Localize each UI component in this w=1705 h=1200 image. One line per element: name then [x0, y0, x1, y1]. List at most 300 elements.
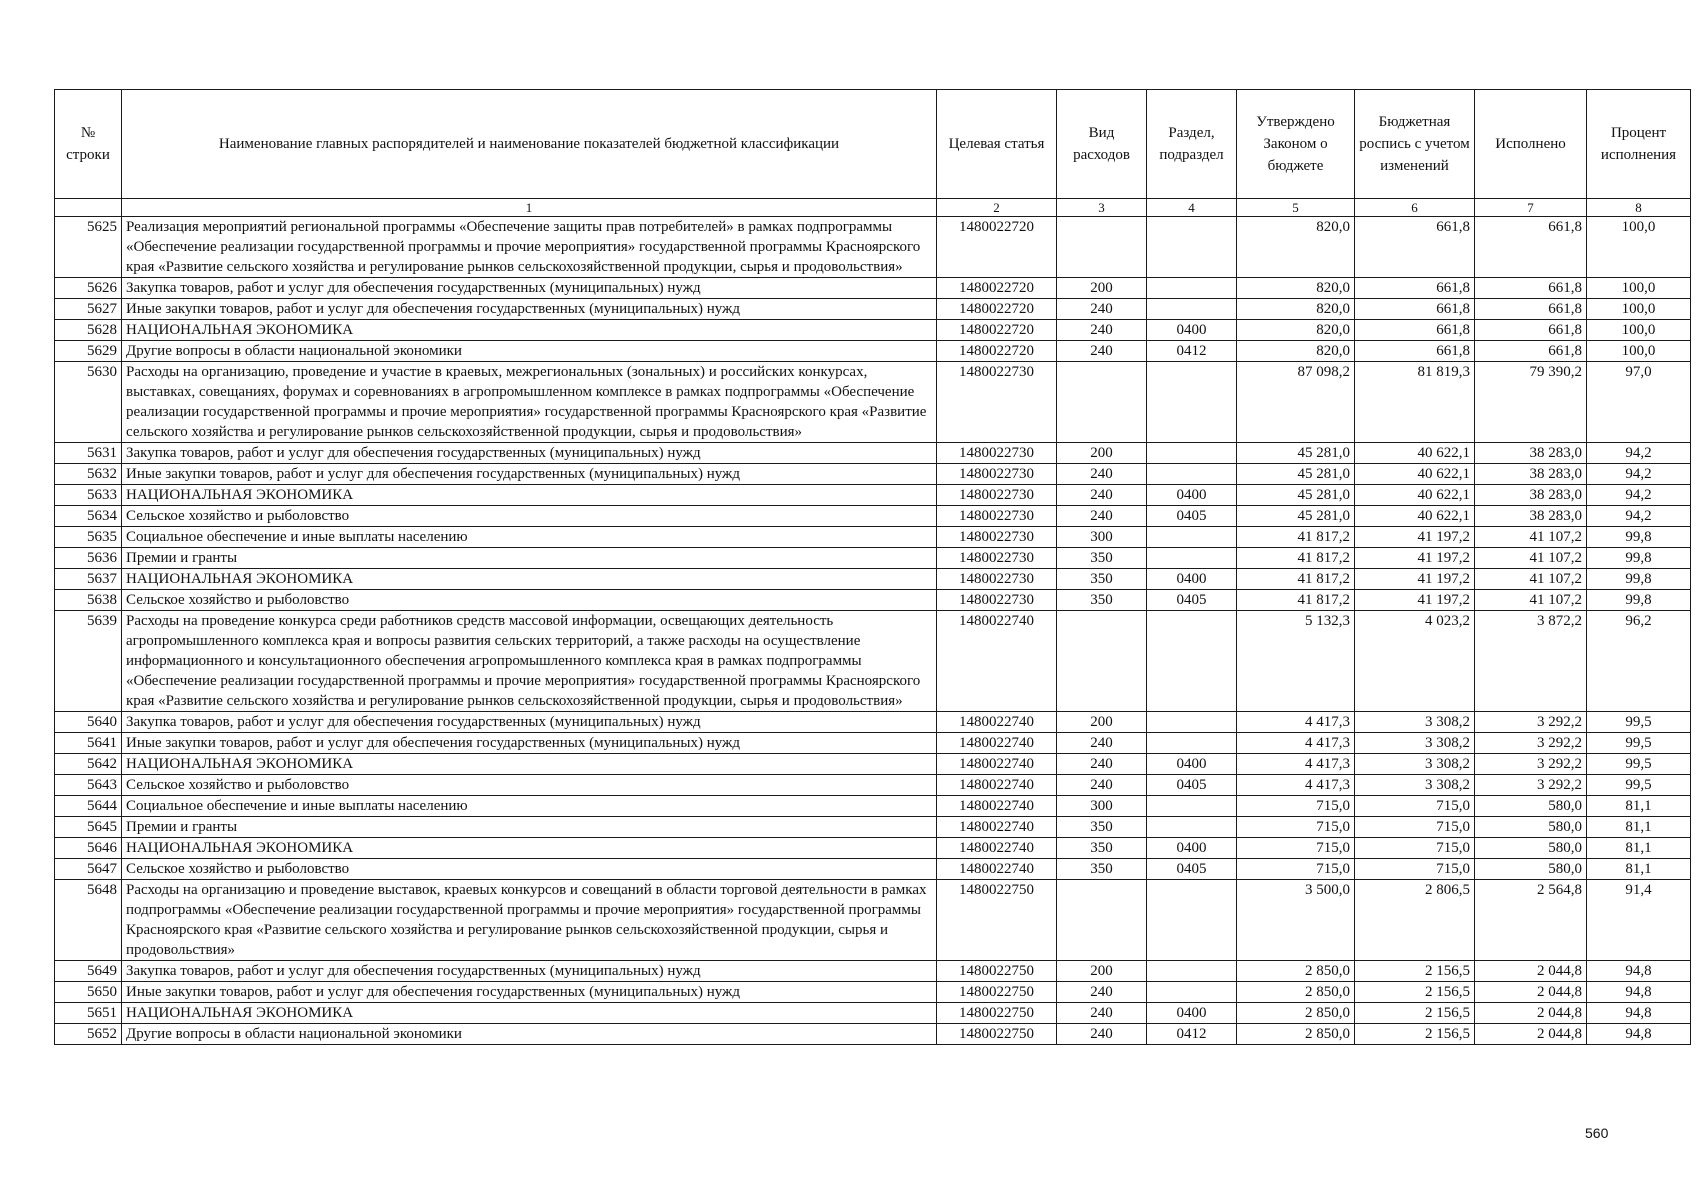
row-target-article: 1480022730	[937, 443, 1057, 464]
header-expense-type: Вид расходов	[1057, 90, 1147, 199]
row-budget-list: 41 197,2	[1355, 590, 1475, 611]
row-approved: 2 850,0	[1237, 982, 1355, 1003]
row-number: 5628	[55, 320, 122, 341]
row-target-article: 1480022720	[937, 217, 1057, 278]
row-number: 5646	[55, 838, 122, 859]
row-expense-type: 300	[1057, 527, 1147, 548]
row-number: 5630	[55, 362, 122, 443]
row-approved: 820,0	[1237, 341, 1355, 362]
row-target-article: 1480022750	[937, 982, 1057, 1003]
row-number: 5649	[55, 961, 122, 982]
row-approved: 41 817,2	[1237, 548, 1355, 569]
table-row	[55, 961, 1691, 982]
row-expense-type: 240	[1057, 506, 1147, 527]
row-number: 5641	[55, 733, 122, 754]
row-target-article: 1480022740	[937, 817, 1057, 838]
row-budget-list: 40 622,1	[1355, 506, 1475, 527]
row-number: 5634	[55, 506, 122, 527]
row-number: 5640	[55, 712, 122, 733]
row-budget-list: 2 156,5	[1355, 1003, 1475, 1024]
row-percent: 99,5	[1587, 754, 1691, 775]
row-executed: 38 283,0	[1475, 464, 1587, 485]
table-row	[55, 1003, 1691, 1024]
row-percent: 97,0	[1587, 362, 1691, 443]
row-budget-list: 2 156,5	[1355, 961, 1475, 982]
row-expense-type: 240	[1057, 464, 1147, 485]
row-percent: 96,2	[1587, 611, 1691, 712]
row-executed: 580,0	[1475, 817, 1587, 838]
column-number: 8	[1587, 199, 1691, 217]
row-executed: 661,8	[1475, 341, 1587, 362]
row-executed: 580,0	[1475, 838, 1587, 859]
row-percent: 81,1	[1587, 859, 1691, 880]
row-executed: 661,8	[1475, 299, 1587, 320]
row-budget-list: 661,8	[1355, 217, 1475, 278]
row-percent: 94,8	[1587, 1003, 1691, 1024]
row-executed: 3 872,2	[1475, 611, 1587, 712]
row-expense-type	[1057, 880, 1147, 961]
row-number: 5643	[55, 775, 122, 796]
row-executed: 38 283,0	[1475, 485, 1587, 506]
row-budget-list: 715,0	[1355, 796, 1475, 817]
row-approved: 715,0	[1237, 817, 1355, 838]
row-name: Иные закупки товаров, работ и услуг для обеспечения государственных (муниципальных) нужд	[122, 299, 937, 320]
row-budget-list: 2 156,5	[1355, 982, 1475, 1003]
column-number: 6	[1355, 199, 1475, 217]
row-approved: 4 417,3	[1237, 712, 1355, 733]
row-approved: 820,0	[1237, 278, 1355, 299]
row-percent: 99,8	[1587, 527, 1691, 548]
row-expense-type: 200	[1057, 961, 1147, 982]
row-executed: 3 292,2	[1475, 712, 1587, 733]
row-section	[1147, 278, 1237, 299]
row-number: 5645	[55, 817, 122, 838]
budget-execution-table	[54, 89, 1691, 1045]
row-expense-type: 350	[1057, 838, 1147, 859]
row-target-article: 1480022750	[937, 880, 1057, 961]
row-approved: 5 132,3	[1237, 611, 1355, 712]
row-name: Расходы на проведение конкурса среди работников средств массовой информации, освещающих деятельность агропромышленного комплекса края и вопросы развития сельских территорий, а также расходы на осуществление информационного и консультационного обеспечения агропромышленного комплекса края в рамках подпрограммы «Обеспечение реализации государственной программы и прочие мероприятия» государственной программы Красноярского края «Развитие сельского хозяйства и регулирование рынков сельскохозяйственной продукции, сырья и продовольствия»	[122, 611, 937, 712]
table-row	[55, 1024, 1691, 1045]
row-name: Сельское хозяйство и рыболовство	[122, 775, 937, 796]
row-name: Премии и гранты	[122, 817, 937, 838]
row-budget-list: 41 197,2	[1355, 569, 1475, 590]
table-row	[55, 982, 1691, 1003]
row-approved: 4 417,3	[1237, 754, 1355, 775]
row-percent: 99,8	[1587, 569, 1691, 590]
row-number: 5639	[55, 611, 122, 712]
row-number: 5650	[55, 982, 122, 1003]
row-expense-type: 240	[1057, 1003, 1147, 1024]
row-name: Закупка товаров, работ и услуг для обеспечения государственных (муниципальных) нужд	[122, 712, 937, 733]
row-budget-list: 40 622,1	[1355, 443, 1475, 464]
row-target-article: 1480022720	[937, 341, 1057, 362]
row-budget-list: 3 308,2	[1355, 754, 1475, 775]
row-percent: 94,8	[1587, 961, 1691, 982]
table-row	[55, 754, 1691, 775]
row-target-article: 1480022740	[937, 775, 1057, 796]
row-budget-list: 661,8	[1355, 341, 1475, 362]
table-row	[55, 838, 1691, 859]
row-number: 5633	[55, 485, 122, 506]
row-name: Реализация мероприятий региональной программы «Обеспечение защиты прав потребителей» в рамках подпрограммы «Обеспечение реализации государственной программы и прочие мероприятия» государственной программы Красноярского края «Развитие сельского хозяйства и регулирование рынков сельскохозяйственной продукции, сырья и продовольствия»	[122, 217, 937, 278]
table-row	[55, 569, 1691, 590]
row-section	[1147, 961, 1237, 982]
column-number-row	[55, 199, 1691, 217]
row-section	[1147, 464, 1237, 485]
row-expense-type: 240	[1057, 982, 1147, 1003]
row-section: 0400	[1147, 838, 1237, 859]
row-budget-list: 4 023,2	[1355, 611, 1475, 712]
row-name: Иные закупки товаров, работ и услуг для обеспечения государственных (муниципальных) нужд	[122, 464, 937, 485]
row-approved: 45 281,0	[1237, 506, 1355, 527]
row-section	[1147, 982, 1237, 1003]
row-name: НАЦИОНАЛЬНАЯ ЭКОНОМИКА	[122, 1003, 937, 1024]
row-section: 0405	[1147, 506, 1237, 527]
row-section: 0405	[1147, 775, 1237, 796]
row-name: Иные закупки товаров, работ и услуг для обеспечения государственных (муниципальных) нужд	[122, 733, 937, 754]
page-number: 560	[1585, 1125, 1609, 1141]
table-row	[55, 464, 1691, 485]
row-name: Закупка товаров, работ и услуг для обеспечения государственных (муниципальных) нужд	[122, 443, 937, 464]
row-section: 0412	[1147, 1024, 1237, 1045]
table-row	[55, 278, 1691, 299]
row-section	[1147, 712, 1237, 733]
table-row	[55, 299, 1691, 320]
row-section: 0400	[1147, 569, 1237, 590]
row-approved: 820,0	[1237, 320, 1355, 341]
row-budget-list: 3 308,2	[1355, 712, 1475, 733]
header-name: Наименование главных распорядителей и наименование показателей бюджетной классификации	[122, 90, 937, 199]
row-percent: 94,8	[1587, 982, 1691, 1003]
row-percent: 94,2	[1587, 485, 1691, 506]
row-target-article: 1480022730	[937, 464, 1057, 485]
row-number: 5642	[55, 754, 122, 775]
row-executed: 2 044,8	[1475, 982, 1587, 1003]
row-budget-list: 661,8	[1355, 278, 1475, 299]
row-section: 0405	[1147, 859, 1237, 880]
row-target-article: 1480022740	[937, 712, 1057, 733]
row-name: Сельское хозяйство и рыболовство	[122, 859, 937, 880]
row-section	[1147, 817, 1237, 838]
row-budget-list: 715,0	[1355, 817, 1475, 838]
row-number: 5648	[55, 880, 122, 961]
table-row	[55, 527, 1691, 548]
row-target-article: 1480022730	[937, 590, 1057, 611]
row-budget-list: 3 308,2	[1355, 775, 1475, 796]
row-target-article: 1480022720	[937, 320, 1057, 341]
row-section: 0400	[1147, 1003, 1237, 1024]
row-expense-type: 240	[1057, 733, 1147, 754]
row-percent: 100,0	[1587, 217, 1691, 278]
row-budget-list: 81 819,3	[1355, 362, 1475, 443]
row-budget-list: 715,0	[1355, 859, 1475, 880]
row-section	[1147, 217, 1237, 278]
row-executed: 661,8	[1475, 217, 1587, 278]
table-row	[55, 362, 1691, 443]
row-number: 5626	[55, 278, 122, 299]
row-section: 0400	[1147, 754, 1237, 775]
table-row	[55, 817, 1691, 838]
row-name: НАЦИОНАЛЬНАЯ ЭКОНОМИКА	[122, 838, 937, 859]
row-approved: 45 281,0	[1237, 464, 1355, 485]
row-executed: 580,0	[1475, 796, 1587, 817]
row-number: 5629	[55, 341, 122, 362]
row-percent: 100,0	[1587, 299, 1691, 320]
row-name: Сельское хозяйство и рыболовство	[122, 506, 937, 527]
row-percent: 94,2	[1587, 506, 1691, 527]
row-executed: 41 107,2	[1475, 527, 1587, 548]
row-target-article: 1480022730	[937, 569, 1057, 590]
row-number: 5637	[55, 569, 122, 590]
row-expense-type: 240	[1057, 299, 1147, 320]
row-target-article: 1480022740	[937, 859, 1057, 880]
row-target-article: 1480022750	[937, 1024, 1057, 1045]
row-executed: 41 107,2	[1475, 548, 1587, 569]
header-target: Целевая статья	[937, 90, 1057, 199]
row-executed: 661,8	[1475, 320, 1587, 341]
row-expense-type: 200	[1057, 712, 1147, 733]
column-number: 5	[1237, 199, 1355, 217]
row-executed: 2 044,8	[1475, 1003, 1587, 1024]
row-name: НАЦИОНАЛЬНАЯ ЭКОНОМИКА	[122, 754, 937, 775]
row-name: Другие вопросы в области национальной экономики	[122, 1024, 937, 1045]
column-number: 7	[1475, 199, 1587, 217]
row-expense-type: 240	[1057, 754, 1147, 775]
row-approved: 45 281,0	[1237, 485, 1355, 506]
row-target-article: 1480022730	[937, 527, 1057, 548]
row-target-article: 1480022730	[937, 485, 1057, 506]
row-expense-type: 240	[1057, 341, 1147, 362]
row-section	[1147, 611, 1237, 712]
row-name: НАЦИОНАЛЬНАЯ ЭКОНОМИКА	[122, 569, 937, 590]
row-section	[1147, 548, 1237, 569]
table-row	[55, 796, 1691, 817]
row-number: 5636	[55, 548, 122, 569]
row-target-article: 1480022730	[937, 506, 1057, 527]
row-budget-list: 3 308,2	[1355, 733, 1475, 754]
row-target-article: 1480022740	[937, 796, 1057, 817]
row-target-article: 1480022740	[937, 838, 1057, 859]
table-row	[55, 217, 1691, 278]
row-target-article: 1480022740	[937, 754, 1057, 775]
row-name: Другие вопросы в области национальной экономики	[122, 341, 937, 362]
row-executed: 38 283,0	[1475, 506, 1587, 527]
table-row	[55, 320, 1691, 341]
row-name: Социальное обеспечение и иные выплаты населению	[122, 796, 937, 817]
row-executed: 3 292,2	[1475, 733, 1587, 754]
row-percent: 81,1	[1587, 817, 1691, 838]
row-number: 5632	[55, 464, 122, 485]
row-percent: 94,2	[1587, 464, 1691, 485]
row-number: 5651	[55, 1003, 122, 1024]
row-section	[1147, 527, 1237, 548]
row-executed: 661,8	[1475, 278, 1587, 299]
row-budget-list: 41 197,2	[1355, 527, 1475, 548]
row-target-article: 1480022740	[937, 733, 1057, 754]
header-row-no: № строки	[55, 90, 122, 199]
row-budget-list: 40 622,1	[1355, 464, 1475, 485]
row-approved: 41 817,2	[1237, 569, 1355, 590]
row-expense-type: 350	[1057, 548, 1147, 569]
row-name: Расходы на организацию и проведение выставок, краевых конкурсов и совещаний в области торговой деятельности в рамках подпрограммы «Обеспечение реализации государственной программы и прочие мероприятия» государственной программы Красноярского края «Развитие сельского хозяйства и регулирование рынков сельскохозяйственной продукции, сырья и продовольствия»	[122, 880, 937, 961]
row-percent: 100,0	[1587, 341, 1691, 362]
row-approved: 41 817,2	[1237, 590, 1355, 611]
table-row	[55, 485, 1691, 506]
column-number: 1	[122, 199, 937, 217]
row-percent: 91,4	[1587, 880, 1691, 961]
row-expense-type: 200	[1057, 278, 1147, 299]
row-expense-type	[1057, 217, 1147, 278]
column-number: 4	[1147, 199, 1237, 217]
row-expense-type	[1057, 362, 1147, 443]
row-number: 5652	[55, 1024, 122, 1045]
row-section: 0405	[1147, 590, 1237, 611]
row-approved: 4 417,3	[1237, 775, 1355, 796]
row-name: НАЦИОНАЛЬНАЯ ЭКОНОМИКА	[122, 485, 937, 506]
row-expense-type: 350	[1057, 817, 1147, 838]
table-body	[55, 217, 1691, 1045]
row-executed: 580,0	[1475, 859, 1587, 880]
row-approved: 2 850,0	[1237, 961, 1355, 982]
row-percent: 99,8	[1587, 548, 1691, 569]
row-number: 5638	[55, 590, 122, 611]
row-percent: 100,0	[1587, 278, 1691, 299]
row-percent: 94,2	[1587, 443, 1691, 464]
table-row	[55, 443, 1691, 464]
column-number: 3	[1057, 199, 1147, 217]
row-name: Закупка товаров, работ и услуг для обеспечения государственных (муниципальных) нужд	[122, 278, 937, 299]
row-budget-list: 2 806,5	[1355, 880, 1475, 961]
row-budget-list: 2 156,5	[1355, 1024, 1475, 1045]
row-budget-list: 661,8	[1355, 299, 1475, 320]
row-name: Расходы на организацию, проведение и участие в краевых, межрегиональных (зональных) и российских конкурсах, выставках, совещаниях, форумах и соревнованиях в агропромышленном комплексе в рамках подпрограммы «Обеспечение реализации государственной программы и прочие мероприятия» государственной программы Красноярского края «Развитие сельского хозяйства и регулирование рынков сельскохозяйственной продукции, сырья и продовольствия»	[122, 362, 937, 443]
row-approved: 3 500,0	[1237, 880, 1355, 961]
row-executed: 79 390,2	[1475, 362, 1587, 443]
row-budget-list: 40 622,1	[1355, 485, 1475, 506]
row-section: 0400	[1147, 485, 1237, 506]
row-target-article: 1480022730	[937, 548, 1057, 569]
row-approved: 4 417,3	[1237, 733, 1355, 754]
row-target-article: 1480022720	[937, 299, 1057, 320]
row-expense-type: 240	[1057, 320, 1147, 341]
table-row	[55, 712, 1691, 733]
row-target-article: 1480022730	[937, 362, 1057, 443]
row-expense-type: 240	[1057, 775, 1147, 796]
row-section	[1147, 796, 1237, 817]
row-approved: 820,0	[1237, 299, 1355, 320]
row-number: 5625	[55, 217, 122, 278]
row-expense-type: 240	[1057, 1024, 1147, 1045]
row-expense-type: 300	[1057, 796, 1147, 817]
row-expense-type: 240	[1057, 485, 1147, 506]
row-name: Сельское хозяйство и рыболовство	[122, 590, 937, 611]
row-approved: 2 850,0	[1237, 1024, 1355, 1045]
row-number: 5627	[55, 299, 122, 320]
row-executed: 3 292,2	[1475, 754, 1587, 775]
row-expense-type	[1057, 611, 1147, 712]
row-name: НАЦИОНАЛЬНАЯ ЭКОНОМИКА	[122, 320, 937, 341]
row-approved: 820,0	[1237, 217, 1355, 278]
row-approved: 715,0	[1237, 796, 1355, 817]
row-name: Премии и гранты	[122, 548, 937, 569]
row-approved: 715,0	[1237, 838, 1355, 859]
header-executed: Исполнено	[1475, 90, 1587, 199]
row-section	[1147, 733, 1237, 754]
row-executed: 41 107,2	[1475, 569, 1587, 590]
row-percent: 99,5	[1587, 775, 1691, 796]
row-approved: 45 281,0	[1237, 443, 1355, 464]
table-row	[55, 341, 1691, 362]
row-percent: 99,8	[1587, 590, 1691, 611]
row-number: 5635	[55, 527, 122, 548]
row-section: 0412	[1147, 341, 1237, 362]
table-row	[55, 880, 1691, 961]
table-header-row	[55, 90, 1691, 199]
row-target-article: 1480022750	[937, 961, 1057, 982]
row-budget-list: 715,0	[1355, 838, 1475, 859]
row-approved: 715,0	[1237, 859, 1355, 880]
header-approved: Утверждено Законом о бюджете	[1237, 90, 1355, 199]
table-row	[55, 548, 1691, 569]
row-executed: 3 292,2	[1475, 775, 1587, 796]
row-name: Социальное обеспечение и иные выплаты населению	[122, 527, 937, 548]
row-target-article: 1480022740	[937, 611, 1057, 712]
row-section	[1147, 299, 1237, 320]
row-percent: 100,0	[1587, 320, 1691, 341]
row-name: Закупка товаров, работ и услуг для обеспечения государственных (муниципальных) нужд	[122, 961, 937, 982]
row-section: 0400	[1147, 320, 1237, 341]
table-row	[55, 611, 1691, 712]
row-section	[1147, 880, 1237, 961]
row-percent: 81,1	[1587, 838, 1691, 859]
row-number: 5647	[55, 859, 122, 880]
row-budget-list: 41 197,2	[1355, 548, 1475, 569]
table-row	[55, 859, 1691, 880]
row-expense-type: 350	[1057, 859, 1147, 880]
row-expense-type: 350	[1057, 590, 1147, 611]
row-executed: 2 044,8	[1475, 961, 1587, 982]
table-row	[55, 506, 1691, 527]
row-number: 5644	[55, 796, 122, 817]
row-budget-list: 661,8	[1355, 320, 1475, 341]
column-number: 2	[937, 199, 1057, 217]
row-section	[1147, 443, 1237, 464]
row-target-article: 1480022750	[937, 1003, 1057, 1024]
table-row	[55, 590, 1691, 611]
row-percent: 99,5	[1587, 712, 1691, 733]
row-approved: 87 098,2	[1237, 362, 1355, 443]
table-row	[55, 733, 1691, 754]
row-name: Иные закупки товаров, работ и услуг для обеспечения государственных (муниципальных) нужд	[122, 982, 937, 1003]
row-approved: 2 850,0	[1237, 1003, 1355, 1024]
row-number: 5631	[55, 443, 122, 464]
row-executed: 41 107,2	[1475, 590, 1587, 611]
row-expense-type: 350	[1057, 569, 1147, 590]
header-section: Раздел, подраздел	[1147, 90, 1237, 199]
row-executed: 2 044,8	[1475, 1024, 1587, 1045]
column-number-blank	[55, 199, 122, 217]
header-percent: Процент исполнения	[1587, 90, 1691, 199]
row-executed: 2 564,8	[1475, 880, 1587, 961]
row-section	[1147, 362, 1237, 443]
row-percent: 81,1	[1587, 796, 1691, 817]
row-executed: 38 283,0	[1475, 443, 1587, 464]
row-approved: 41 817,2	[1237, 527, 1355, 548]
row-percent: 94,8	[1587, 1024, 1691, 1045]
row-expense-type: 200	[1057, 443, 1147, 464]
header-budget-list: Бюджетная роспись с учетом изменений	[1355, 90, 1475, 199]
